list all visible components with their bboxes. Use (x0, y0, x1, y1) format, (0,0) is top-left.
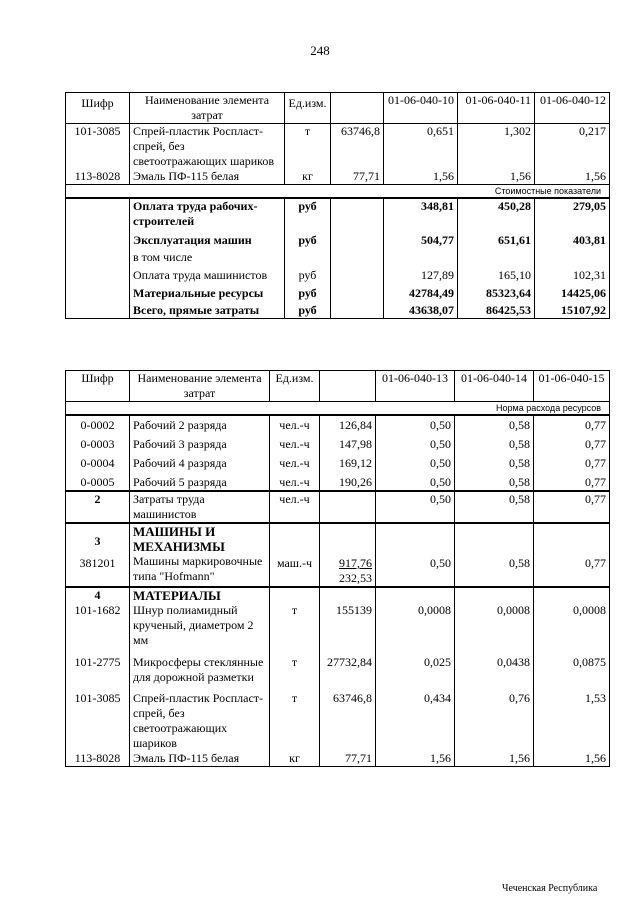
cost-value-1: 504,77 (384, 229, 458, 248)
cost-name: в том числе (130, 248, 285, 265)
cost-name: Всего, прямые затраты (130, 301, 285, 319)
row-unit: т (270, 603, 320, 648)
row-unit: кг (270, 751, 320, 767)
row-price: 77,71 (320, 751, 376, 767)
row-value-2: 1,56 (455, 751, 534, 767)
cost-value-3: 14425,06 (535, 283, 610, 301)
row-value-3: 0,77 (534, 471, 610, 491)
row-price (320, 554, 376, 587)
row-name: Спрей-пластик Роспласт-спрей, без светоотражающих шариков (130, 124, 285, 170)
header-col-2: 01-06-040-14 (455, 371, 534, 402)
row-value-2: 1,302 (458, 124, 535, 170)
row-price: 155139 (320, 603, 376, 648)
cost-name: Эксплуатация машин (130, 229, 285, 248)
cost-row (66, 229, 610, 248)
cost-value-2: 85323,64 (458, 283, 535, 301)
row-name: Рабочий 5 разряда (130, 471, 270, 491)
cost-unit: руб (285, 301, 331, 319)
header-col-1: 01-06-040-13 (376, 371, 455, 402)
row-value-1: 0,50 (376, 415, 455, 433)
row-unit: т (270, 685, 320, 751)
row-value-1: 0,50 (376, 471, 455, 491)
row-value-1: 0,50 (376, 433, 455, 452)
table-row (66, 471, 610, 491)
cost-value-1: 43638,07 (384, 301, 458, 319)
row-code: 381201 (66, 554, 130, 587)
row-value-2: 1,56 (458, 169, 535, 185)
section-label: Норма расхода ресурсов (66, 402, 610, 416)
row-code: 113-8028 (66, 169, 130, 185)
row-value-1: 1,56 (384, 169, 458, 185)
table-row (66, 603, 610, 648)
cost-unit: руб (285, 283, 331, 301)
row-value-3: 0,0875 (534, 648, 610, 685)
cost-value-3: 102,31 (535, 265, 610, 283)
footer-region: Чеченская Республика (502, 883, 598, 894)
row-value-1: 0,50 (376, 491, 455, 523)
row-value-1: 0,434 (376, 685, 455, 751)
cost-value-1: 127,89 (384, 265, 458, 283)
cost-value-3: 15107,92 (535, 301, 610, 319)
row-value-3: 0,77 (534, 415, 610, 433)
header-code: Шифр (66, 93, 130, 124)
section-title: МАТЕРИАЛЫ (130, 587, 270, 603)
row-price: 63746,8 (320, 685, 376, 751)
row-name: Рабочий 4 разряда (130, 452, 270, 471)
row-code: 101-1682 (66, 603, 130, 648)
cost-row (66, 301, 610, 319)
header-unit: Ед.изм. (270, 371, 320, 402)
header-price (320, 371, 376, 402)
row-unit: чел.-ч (270, 471, 320, 491)
row-value-2: 0,58 (455, 452, 534, 471)
header-code: Шифр (66, 371, 130, 402)
row-price: 77,71 (331, 169, 384, 185)
table-row (66, 433, 610, 452)
row-price: 126,84 (320, 415, 376, 433)
table-row (66, 169, 610, 185)
row-name: Спрей-пластик Роспласт-спрей, без светоотражающих шариков (130, 685, 270, 751)
header-col-1: 01-06-040-10 (384, 93, 458, 124)
row-value-1: 0,50 (376, 554, 455, 587)
cost-unit: руб (285, 229, 331, 248)
row-unit: маш.-ч (270, 554, 320, 587)
row-value-3: 0,217 (535, 124, 610, 170)
row-value-2: 0,0438 (455, 648, 534, 685)
row-value-3: 0,77 (534, 433, 610, 452)
row-code: 101-2775 (66, 648, 130, 685)
row-unit: чел.-ч (270, 415, 320, 433)
row-price: 147,98 (320, 433, 376, 452)
row-code: 113-8028 (66, 751, 130, 767)
row-price (320, 491, 376, 523)
header-col-2: 01-06-040-11 (458, 93, 535, 124)
row-unit: чел.-ч (270, 491, 320, 523)
row-unit: т (270, 648, 320, 685)
row-value-1: 0,0008 (376, 603, 455, 648)
row-price: 27732,84 (320, 648, 376, 685)
machine-price-operators: 232,53 (339, 571, 372, 585)
row-code: 0-0002 (66, 415, 130, 433)
table-row (66, 685, 610, 751)
materials-section-row (66, 587, 610, 603)
cost-value-3: 403,81 (535, 229, 610, 248)
table-row (66, 415, 610, 433)
row-name: Эмаль ПФ-115 белая (130, 751, 270, 767)
table-row (66, 751, 610, 767)
cost-value-2: 450,28 (458, 198, 535, 229)
row-value-1: 0,50 (376, 452, 455, 471)
cost-table-2 (65, 370, 610, 767)
header-name: Наименование элемента затрат (130, 93, 285, 124)
row-value-2: 0,58 (455, 471, 534, 491)
section-title: МАШИНЫ И МЕХАНИЗМЫ (130, 523, 270, 554)
row-value-2: 0,0008 (455, 603, 534, 648)
row-value-3: 0,77 (534, 452, 610, 471)
cost-value-1: 348,81 (384, 198, 458, 229)
cost-value-3: 279,05 (535, 198, 610, 229)
row-name: Микросферы стеклянные для дорожной разметки (130, 648, 270, 685)
cost-name: Оплата труда машинистов (130, 265, 285, 283)
cost-value-1: 42784,49 (384, 283, 458, 301)
cost-table-1 (65, 92, 610, 319)
table-header-row (66, 371, 610, 402)
header-col-3: 01-06-040-12 (535, 93, 610, 124)
operators-row (66, 491, 610, 523)
row-name: Рабочий 2 разряда (130, 415, 270, 433)
header-unit: Ед.изм. (285, 93, 331, 124)
machine-row (66, 554, 610, 587)
row-value-2: 0,58 (455, 415, 534, 433)
cost-row (66, 265, 610, 283)
section-code: 4 (66, 587, 130, 603)
row-value-2: 0,76 (455, 685, 534, 751)
row-name: Машины маркировочные типа "Hofmann" (130, 554, 270, 587)
cost-row (66, 283, 610, 301)
table-row (66, 452, 610, 471)
row-name: Шнур полиамидный крученый, диаметром 2 мм (130, 603, 270, 648)
row-name: Затраты труда машинистов (130, 491, 270, 523)
row-value-2: 0,58 (455, 491, 534, 523)
machines-section-row (66, 523, 610, 554)
row-price: 63746,8 (331, 124, 384, 170)
section-label: Стоимостные показатели (66, 185, 610, 199)
row-name: Рабочий 3 разряда (130, 433, 270, 452)
row-code: 101-3085 (66, 685, 130, 751)
row-unit: чел.-ч (270, 452, 320, 471)
section-code: 3 (66, 523, 130, 554)
cost-unit: руб (285, 198, 331, 229)
header-price (331, 93, 384, 124)
row-code: 0-0004 (66, 452, 130, 471)
row-value-3: 0,77 (534, 491, 610, 523)
cost-name: Материальные ресурсы (130, 283, 285, 301)
row-code: 0-0005 (66, 471, 130, 491)
cost-row (66, 198, 610, 229)
row-unit: кг (285, 169, 331, 185)
row-value-1: 0,651 (384, 124, 458, 170)
row-unit: т (285, 124, 331, 170)
table-header-row (66, 93, 610, 124)
row-value-3: 1,56 (534, 751, 610, 767)
table-row (66, 648, 610, 685)
row-value-1: 1,56 (376, 751, 455, 767)
section-label-row (66, 185, 610, 199)
cost-value-2: 165,10 (458, 265, 535, 283)
cost-value-2: 651,61 (458, 229, 535, 248)
header-name: Наименование элемента затрат (130, 371, 270, 402)
row-value-2: 0,58 (455, 554, 534, 587)
cost-row (66, 248, 610, 265)
row-name: Эмаль ПФ-115 белая (130, 169, 285, 185)
row-value-2: 0,58 (455, 433, 534, 452)
machine-price: 917,76 (339, 556, 372, 570)
page-number: 248 (310, 43, 330, 58)
cost-unit: руб (285, 265, 331, 283)
row-value-3: 0,0008 (534, 603, 610, 648)
row-price: 169,12 (320, 452, 376, 471)
row-code: 2 (66, 491, 130, 523)
row-code: 101-3085 (66, 124, 130, 170)
row-code: 0-0003 (66, 433, 130, 452)
cost-value-2: 86425,53 (458, 301, 535, 319)
cost-name: Оплата труда рабочих-строителей (130, 198, 285, 229)
row-value-1: 0,025 (376, 648, 455, 685)
row-value-3: 1,53 (534, 685, 610, 751)
row-unit: чел.-ч (270, 433, 320, 452)
row-price: 190,26 (320, 471, 376, 491)
row-value-3: 1,56 (535, 169, 610, 185)
table-row (66, 124, 610, 170)
header-col-3: 01-06-040-15 (534, 371, 610, 402)
row-value-3: 0,77 (534, 554, 610, 587)
section-label-row (66, 402, 610, 416)
